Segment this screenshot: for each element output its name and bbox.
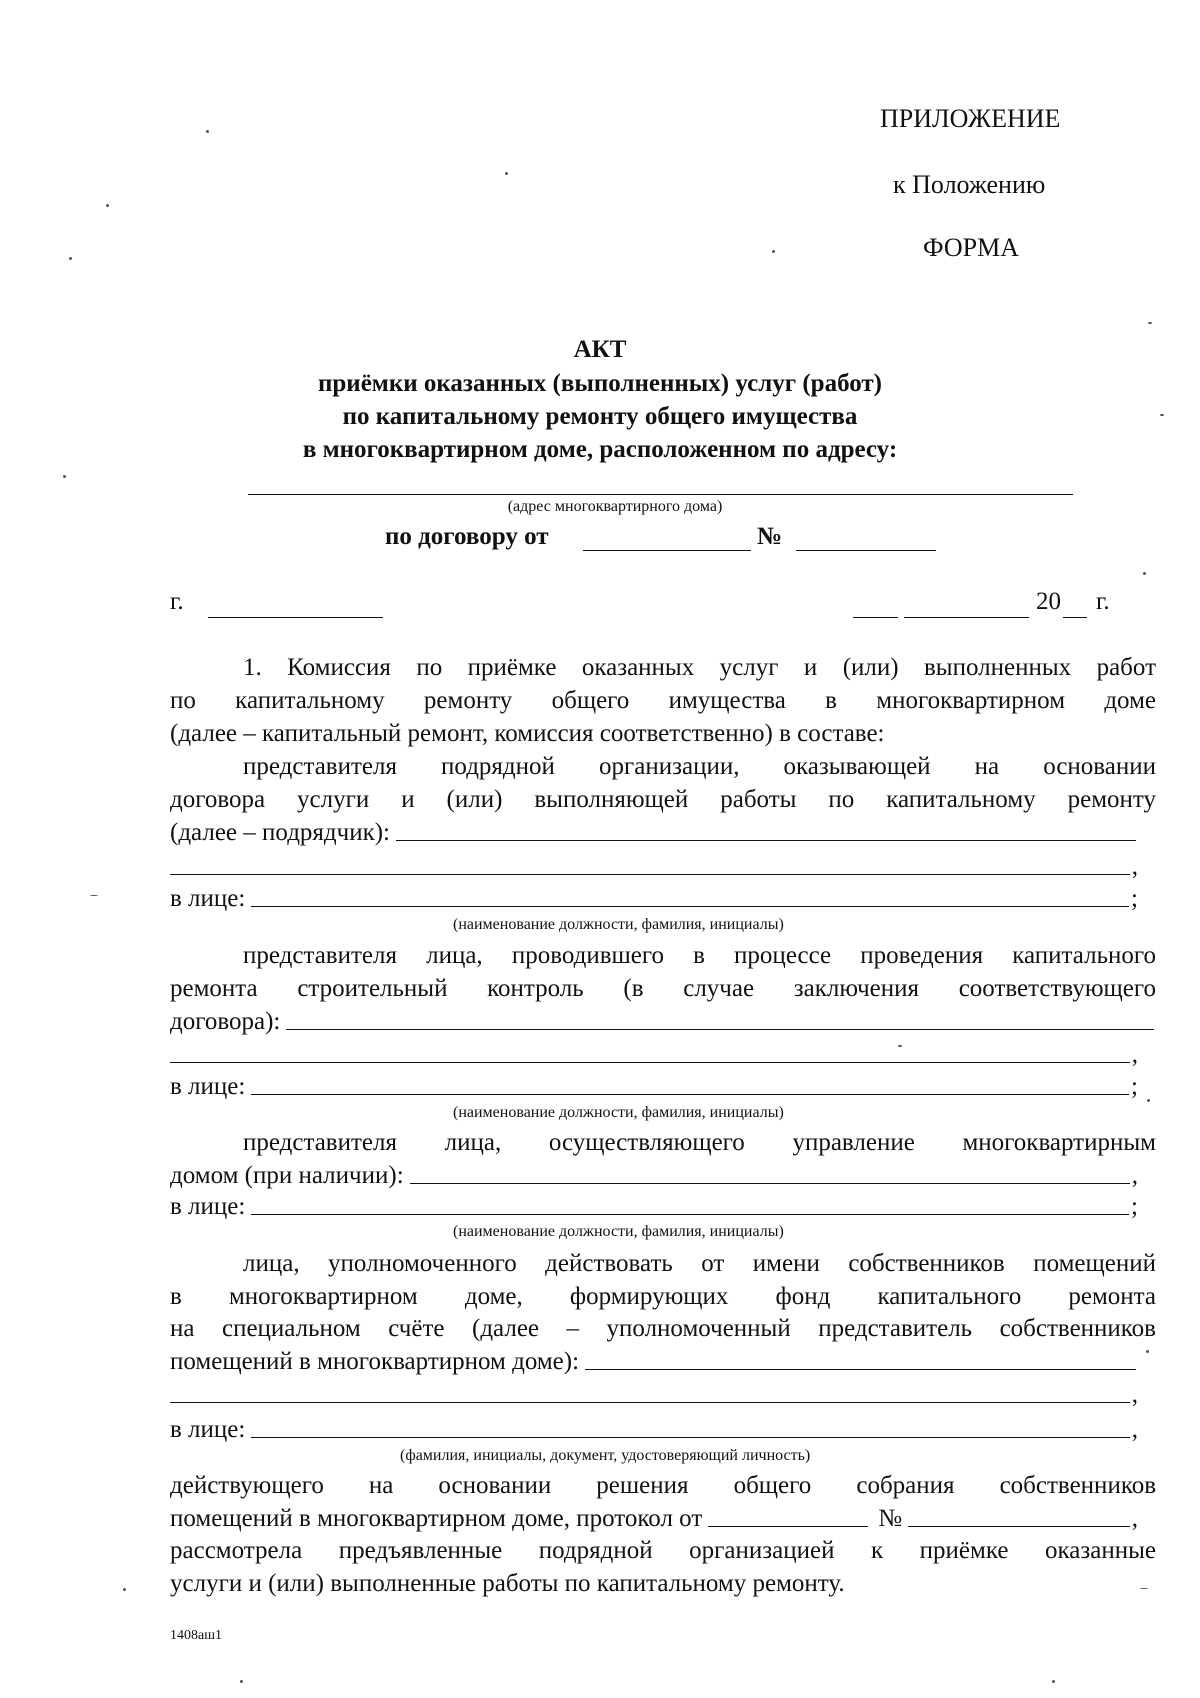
caption-position-3: (наименование должности, фамилия, инициалы) (453, 1223, 784, 1240)
caption-position-1: (наименование должности, фамилия, инициалы) (453, 916, 784, 933)
owner-person-field (251, 1437, 1129, 1438)
comma: , (1131, 1505, 1138, 1532)
semicolon: ; (1131, 1073, 1138, 1100)
control-label: договора): (170, 1008, 281, 1035)
footer-code: 1408аш1 (170, 1628, 222, 1643)
owner-field-2 (170, 1402, 1130, 1403)
act-subtitle-line-1: приёмки оказанных (выполненных) услуг (работ) (317, 370, 883, 397)
form-label: ФОРМА (923, 233, 1019, 262)
considered-line-1: рассмотрела предъявленные подрядной организацией к приёмке оказанные (170, 1537, 1156, 1564)
scan-speck (123, 1588, 126, 1591)
control-row (170, 1008, 1156, 1036)
comma: , (1131, 1416, 1138, 1443)
protocol-number-field (908, 1526, 1130, 1527)
owner-person-row (170, 1416, 1138, 1444)
section1-line-1: 1. Комиссия по приёмке оказанных услуг и (или) выполненных работ (243, 654, 1156, 681)
protocol-number-sign: № (878, 1505, 903, 1532)
address-field (248, 494, 1073, 495)
control-person-row (170, 1073, 1138, 1101)
act-title: АКТ (573, 336, 627, 363)
act-subtitle-line-3: в многоквартирном доме, расположенном по адресу: (302, 436, 898, 463)
year-suffix: г. (1096, 588, 1110, 615)
in-person-label: в лице: (170, 1073, 246, 1100)
comma: , (1131, 1381, 1138, 1408)
contractor-label: (далее – подрядчик): (170, 819, 390, 846)
semicolon: ; (1131, 1193, 1138, 1220)
comma: , (1131, 853, 1138, 880)
contract-prefix: по договору от (385, 523, 549, 550)
caption-position-2: (наименование должности, фамилия, инициалы) (453, 1104, 784, 1121)
control-line-1: представителя лица, проводившего в процессе проведения капитального (243, 942, 1156, 969)
regulation-label: к Положению (893, 170, 1046, 199)
owner-line-2: в многоквартирном доме, формирующих фонд капитального ремонта (170, 1283, 1156, 1310)
owner-line-1: лица, уполномоченного действовать от имени собственников помещений (243, 1250, 1156, 1277)
day-field (853, 617, 898, 618)
scan-speck (898, 1045, 902, 1047)
contract-number-sign: № (757, 523, 783, 550)
city-field (208, 617, 383, 618)
scan-speck (1147, 1099, 1150, 1102)
section1-line-2: по капитальному ремонту общего имущества в многоквартирном доме (170, 687, 1156, 714)
contractor-row (170, 819, 1138, 847)
scan-speck (772, 250, 775, 253)
section1-line-3: (далее – капитальный ремонт, комиссия соответственно) в составе: (170, 720, 885, 747)
month-field (904, 617, 1029, 618)
contract-number-field (796, 550, 936, 551)
scan-speck (1140, 1588, 1148, 1589)
protocol-date-field (708, 1526, 868, 1527)
in-person-label: в лице: (170, 885, 246, 912)
in-person-label: в лице: (170, 1193, 246, 1220)
scan-speck (106, 204, 109, 207)
address-caption: (адрес многоквартирного дома) (507, 498, 723, 515)
scan-speck (90, 895, 98, 896)
comma: , (1131, 1041, 1138, 1068)
scan-speck (1148, 322, 1152, 324)
scan-speck (63, 475, 66, 478)
mgmt-field (410, 1183, 1130, 1184)
control-line-2: ремонта строительный контроль (в случае заключения соответствующего (170, 975, 1156, 1002)
owner-row-2 (170, 1381, 1138, 1409)
mgmt-label: домом (при наличии): (170, 1162, 404, 1189)
contractor-line-1: представителя подрядной организации, оказывающей на основании (243, 753, 1156, 780)
acting-line-1: действующего на основании решения общего собрания собственников (170, 1472, 1156, 1499)
owner-field (585, 1369, 1136, 1370)
contractor-field-2 (170, 874, 1130, 875)
contractor-person-field (251, 906, 1129, 907)
act-subtitle-line-2: по капитальному ремонту общего имущества (342, 403, 858, 430)
contractor-line-2: договора услуги и (или) выполняющей работы по капитальному ремонту (170, 786, 1156, 813)
acting-row (170, 1505, 1138, 1533)
city-label: г. (170, 588, 184, 615)
scan-speck (1146, 1350, 1149, 1353)
considered-line-2: услуги и (или) выполненные работы по капитальному ремонту. (170, 1570, 845, 1597)
scan-speck (505, 172, 508, 175)
in-person-label: в лице: (170, 1416, 246, 1443)
control-person-field (251, 1094, 1129, 1095)
owner-label: помещений в многоквартирном доме): (170, 1348, 580, 1375)
scan-speck (69, 257, 72, 260)
contractor-person-row (170, 885, 1138, 913)
mgmt-person-row (170, 1193, 1138, 1221)
control-row-2 (170, 1041, 1138, 1069)
scan-speck (1160, 414, 1164, 416)
scan-speck (206, 130, 209, 133)
year-prefix: 20 (1036, 588, 1061, 615)
control-field (286, 1029, 1154, 1030)
mgmt-row (170, 1162, 1138, 1190)
scan-speck (240, 1680, 243, 1683)
owner-line-3: на специальном счёте (далее – уполномоченный представитель собственников (170, 1315, 1156, 1342)
scan-speck (1052, 1680, 1055, 1683)
year-field (1063, 617, 1087, 618)
mgmt-person-field (251, 1214, 1129, 1215)
contractor-row-2 (170, 853, 1138, 881)
scan-speck (1143, 572, 1146, 575)
contract-date-field (583, 550, 751, 551)
appendix-label: ПРИЛОЖЕНИЕ (880, 104, 1061, 133)
contractor-field (396, 840, 1136, 841)
caption-identity: (фамилия, инициалы, документ, удостоверяющий личность) (400, 1447, 811, 1464)
comma: , (1131, 1162, 1138, 1189)
semicolon: ; (1131, 885, 1138, 912)
owner-row (170, 1348, 1138, 1376)
acting-label: помещений в многоквартирном доме, протокол от (170, 1505, 703, 1532)
control-field-2 (170, 1062, 1130, 1063)
mgmt-line-1: представителя лица, осуществляющего управление многоквартирным (243, 1129, 1156, 1156)
